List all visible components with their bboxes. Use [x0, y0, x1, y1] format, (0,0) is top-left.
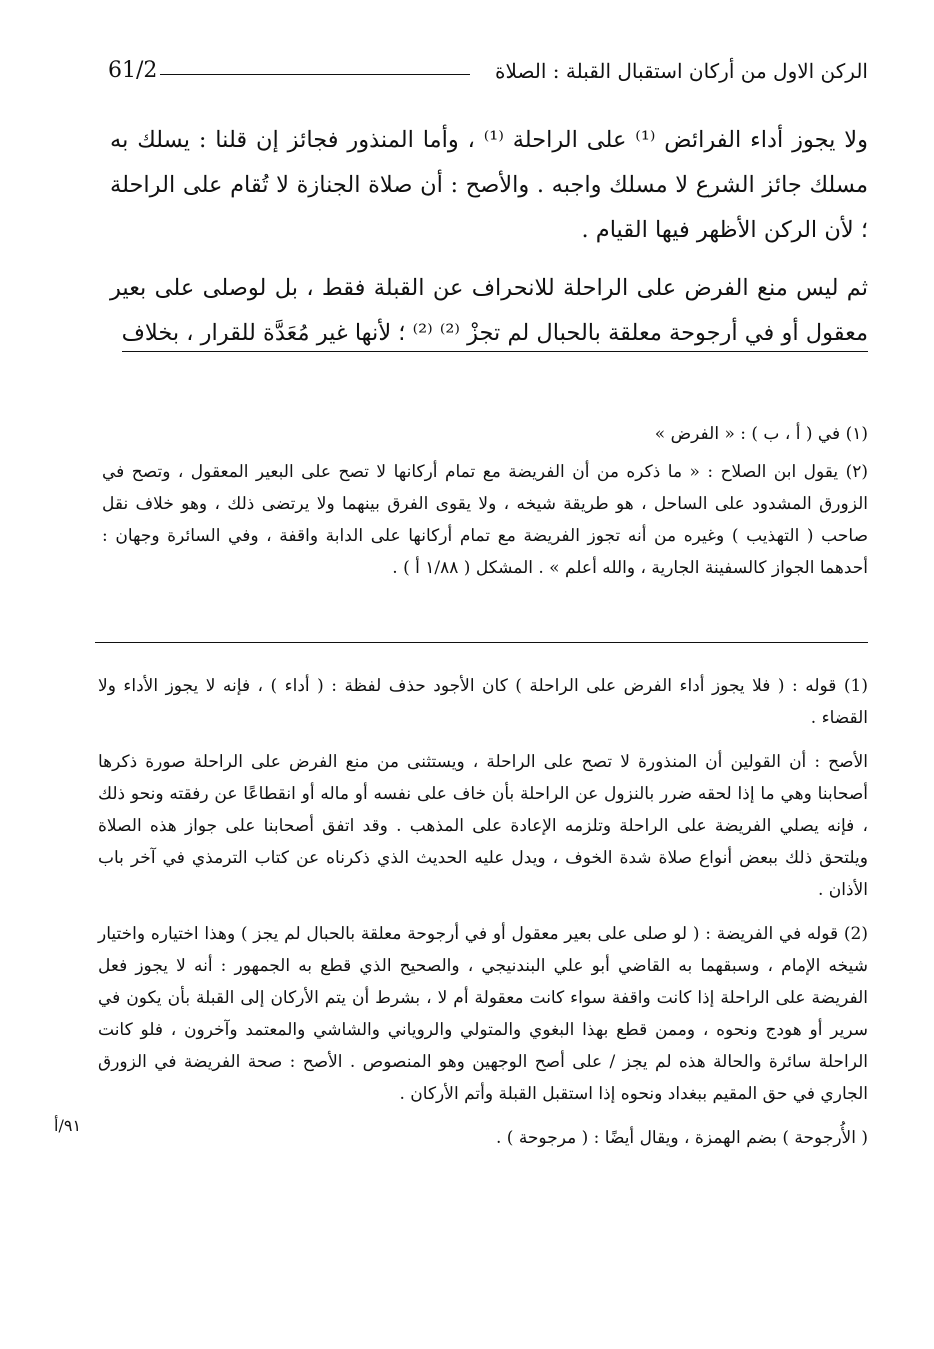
- main-paragraph: [110, 266, 868, 356]
- manuscript-folio-note: ٩١/أ: [54, 1116, 82, 1135]
- running-header: [108, 58, 868, 88]
- page-number: 61/2: [108, 58, 158, 83]
- commentary-notes: [98, 670, 868, 1154]
- main-paragraph: ولا يجوز أداء الفرائض ⁽¹⁾ على الراحلة ⁽¹⁾ ، وأما المنذور فجائز إن قلنا : يسلك به مسلك جائز الشرع لا مسلك واجبه . والأصح : أن صلاة الجنازة لا تُقام على الراحلة ؛ لأن الركن الأظهر فيها القيام .: [110, 127, 868, 243]
- footnote-separator: [95, 642, 868, 643]
- editor-footnotes: [102, 418, 868, 584]
- commentary-note: الأصح : أن القولين أن المنذورة لا تصح على الراحلة ، ويستثنى من منع الفرض على الراحلة صورة ذكرها أصحابنا وهي ما إذا لحقه ضرر بالنزول عن الراحلة بأن خاف على نفسه أو ماله أو انقطاعًا عن رفقته ونحو ذلك ، فإنه يصلي الفريضة على الراحلة وتلزمه الإعادة على المذهب . وقد اتفق أصحابنا على جواز هذه الصلاة ويلتحق ذلك ببعض أنواع صلاة شدة الخوف ، ويدل عليه الحديث الذي ذكرناه عن كتاب الترمذي في آخر باب الأذان .: [98, 752, 868, 900]
- footnote: (٢) يقول ابن الصلاح : « ما ذكره من أن الفريضة مع تمام أركانها لا تصح على البعير المعقول ، وتصح في الزورق المشدود على الساحل ، هو طريقة شيخه ، ولا يقوى الفرق بينهما ولا يرتضى ذلك ، وهو خلاف نقل صاحب ( التهذيب ) وغيره من أنه تجوز الفريضة مع تمام أركانها على الدابة واقفة ، وفي السائرة وجهان : أحدهما الجواز كالسفينة الجارية ، والله أعلم » . المشكل ( ١/٨٨ أ ) .: [102, 462, 868, 578]
- underlined-line: معقول أو في أرجوحة معلقة بالحبال لم تجزْ ⁽²⁾ ⁽²⁾ ؛ لأنها غير مُعَدَّة للقرار ، بخلاف: [122, 320, 868, 352]
- main-paragraph-start: ثم ليس منع الفرض على الراحلة للانحراف عن القبلة فقط ، بل لوصلى على بعير: [110, 275, 868, 301]
- header-rule: [160, 74, 470, 75]
- commentary-note: ( الأُرجوحة ) بضم الهمزة ، ويقال أيضًا : ( مرجوحة ) .: [495, 1128, 868, 1148]
- commentary-note: (2) قوله في الفريضة : ( لو صلى على بعير معقول أو في أرجوحة معلقة بالحبال لم يجز ) وهذا اختياره واختيار شيخه الإمام ، وسبقهما به القاضي أبو علي البندنيجي ، والصحيح الذي قطع به الجمهور : أنه لا يجوز فعل الفريضة على الراحلة إذا كانت واقفة سواء كانت معقولة أم لا ، بشرط أن يتم الأركان إلى القبلة بأن يكون في سرير أو هودج ونحوه ، وممن قطع بهذا البغوي والمتولي والروياني والشاشي والمعتمد وآخرون ، فلو كانت الراحلة سائرة والحالة هذه لم يجز / على أصح الوجهين وهو المنصوص . الأصح : صحة الفريضة في الزورق الجاري في حق المقيم ببغداد ونحوه إذا استقبل القبلة وأتم الأركان .: [98, 924, 868, 1104]
- main-text: [110, 118, 868, 356]
- footnote: (١) في ( أ ، ب ) : « الفرض »: [654, 424, 868, 444]
- commentary-note: (1) قوله : ( فلا يجوز أداء الفرض على الراحلة ) كان الأجود حذف لفظة : ( أداء ) ، فإنه لا يجوز الأداء ولا القضاء .: [98, 676, 868, 728]
- running-title: الركن الاول من أركان استقبال القبلة : الصلاة: [495, 59, 868, 83]
